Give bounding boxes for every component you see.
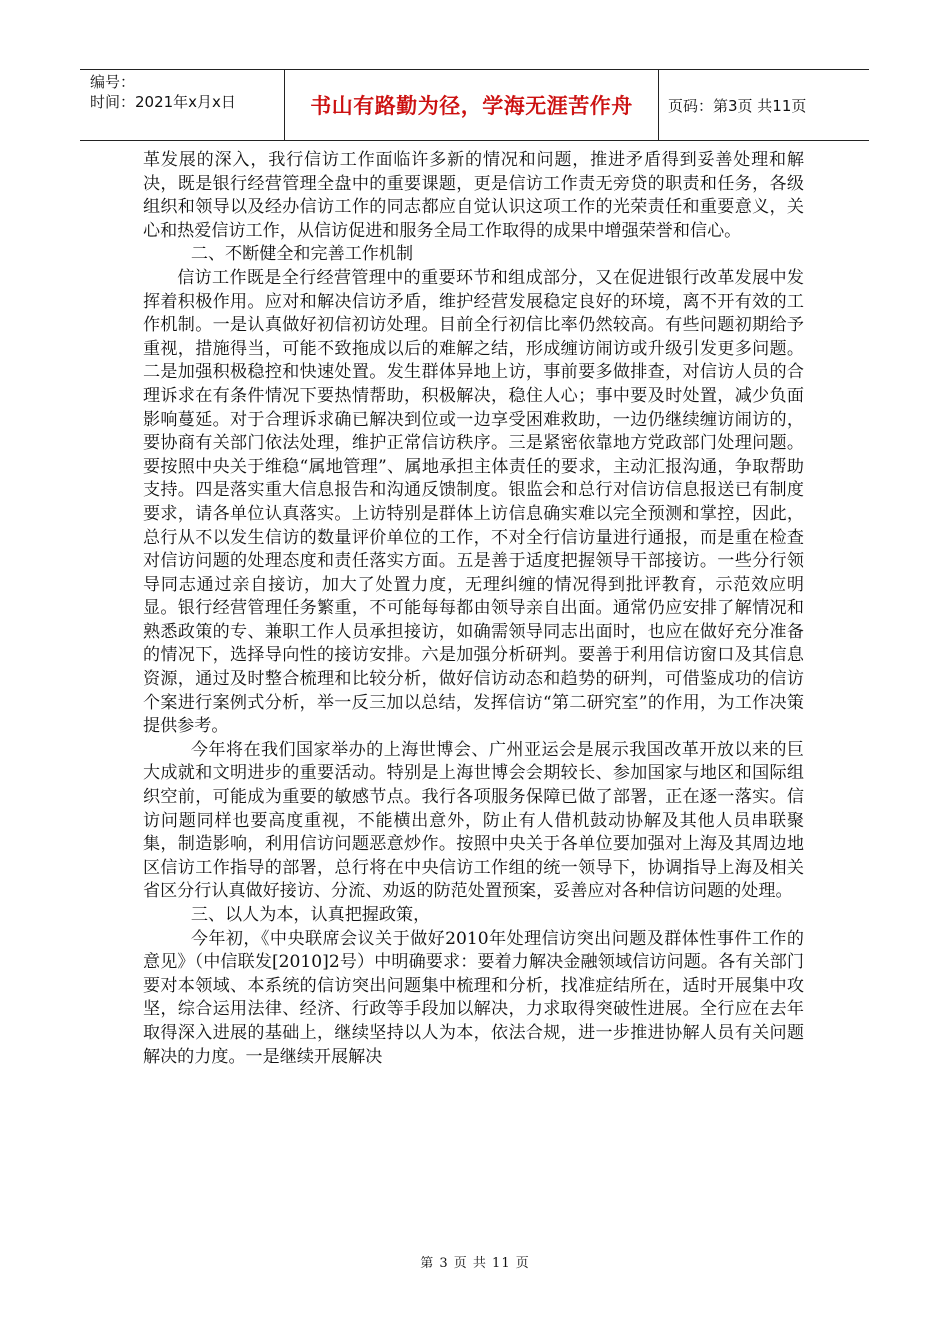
page-header [80,69,869,141]
header-page-info: 页码：第3页 共11页 [668,96,807,115]
header-divider [658,70,659,140]
header-motto: 书山有路勤为径，学海无涯苦作舟 [310,94,633,118]
paragraph: 今年将在我们国家举办的上海世博会、广州亚运会是展示我国改革开放以来的巨大成就和文明进步的重要活动。特别是上海世博会会期较长、参加国家与地区和国际组织空前，可能成为重要的敏感节点。我行各项服务保障已做了部署，正在逐一落实。信访问题同样也要高度重视，不能横出意外，防止有人借机鼓动协解及其他人员串联聚集，制造影响，利用信访问题恶意炒作。按照中央关于各单位要加强对上海及其周边地区信访工作指导的部署，总行将在中央信访工作组的统一领导下，协调指导上海及相关省区分行认真做好接访、分流、劝返的防范处置预案，妥善应对各种信访问题的处理。 [143,739,804,902]
header-meta [90,70,290,140]
paragraph: 革发展的深入，我行信访工作面临许多新的情况和问题，推进矛盾得到妥善处理和解决，既是银行经营管理全盘中的重要课题，更是信访工作责无旁贷的职责和任务，各级组织和领导以及经办信访工作的同志都应自觉认识这项工作的光荣责任和重要意义，关心和热爱信访工作，从信访促进和服务全局工作取得的成果中增强荣誉和信心。 [143,150,804,241]
document-time-label: 时间：2021年x月x日 [90,93,236,111]
document-number-label: 编号： [90,73,136,91]
paragraph: 今年初，《中央联席会议关于做好2010年处理信访突出问题及群体性事件工作的意见》（中信联发[2010]2号）中明确要求：要着力解决金融领域信访问题。各有关部门要对本领域、本系统的信访突出问题集中梳理和分析，找准症结所在，适时开展集中攻坚，综合运用法律、经济、行政等手段加以解决，力求取得突破性进展。全行应在去年取得深入进展的基础上，继续坚持以人为本，依法合规，进一步推进协解人员有关问题解决的力度。一是继续开展解决 [143,928,804,1067]
document-body [143,149,804,1069]
section-heading: 三、以人为本，认真把握政策， [190,905,431,925]
section-heading: 二、不断健全和完善工作机制 [190,244,414,265]
paragraph: 信访工作既是全行经营管理中的重要环节和组成部分，又在促进银行改革发展中发挥着积极作用。应对和解决信访矛盾，维护经营发展稳定良好的环境，离不开有效的工作机制。一是认真做好初信初访处理。目前全行初信比率仍然较高。有些问题初期给予重视，措施得当，可能不致拖成以后的难解之结，形成缠访闹访或升级引发更多问题。二是加强积极稳控和快速处置。发生群体异地上访，事前要多做排查，对信访人员的合理诉求在有条件情况下要热情帮助，积极解决，稳住人心；事中要及时处置，减少负面影响蔓延。对于合理诉求确已解决到位或一边享受困难救助，一边仍继续缠访闹访的，要协商有关部门依法处理，维护正常信访秩序。三是紧密依靠地方党政部门处理问题。要按照中央关于维稳“属地管理”、属地承担主体责任的要求，主动汇报沟通，争取帮助支持。四是落实重大信息报告和沟通反馈制度。银监会和总行对信访信息报送已有制度要求，请各单位认真落实。上访特别是群体上访信息确实难以完全预测和掌控，因此，总行从不以发生信访的数量评价单位的工作，不对全行信访量进行通报，而是重在检查对信访问题的处理态度和责任落实方面。五是善于适度把握领导干部接访。一些分行领导同志通过亲自接访，加大了处置力度，无理纠缠的情况得到批评教育，示范效应明显。银行经营管理任务繁重，不可能每每都由领导亲自出面。通常仍应安排了解情况和熟悉政策的专、兼职工作人员承担接访，如确需领导同志出面时，也应在做好充分准备的情况下，选择导向性的接访安排。六是加强分析研判。要善于利用信访窗口及其信息资源，通过及时整合梳理和比较分析，做好信访动态和趋势的研判，可借鉴成功的信访个案进行案例式分析，举一反三加以总结，发挥信访“第二研究室”的作用，为工作决策提供参考。 [143,267,804,737]
page-footer: 第 3 页 共 11 页 [420,1256,530,1271]
